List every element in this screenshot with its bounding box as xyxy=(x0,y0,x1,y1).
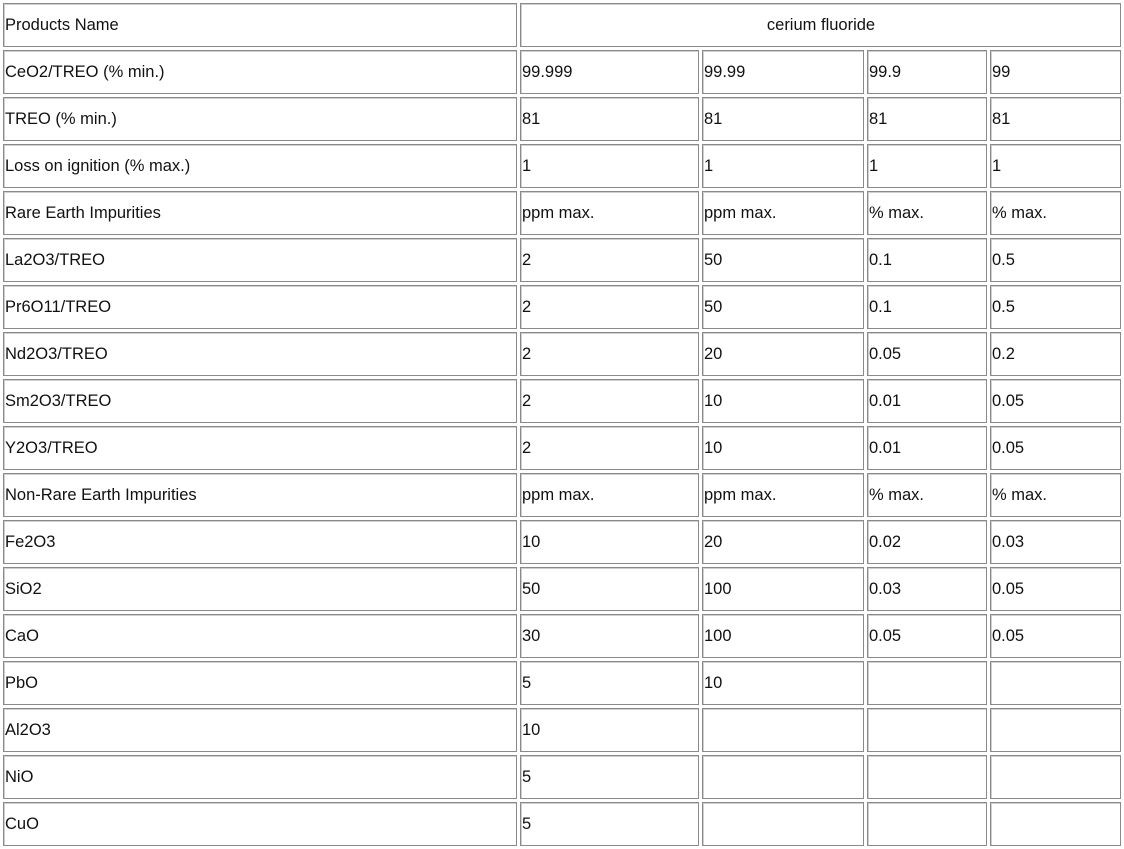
table-cell: % max. xyxy=(867,473,987,517)
table-cell: 0.5 xyxy=(990,238,1121,282)
table-cell: % max. xyxy=(990,191,1121,235)
table-cell xyxy=(702,708,864,752)
table-cell: 50 xyxy=(702,238,864,282)
header-row xyxy=(3,3,1121,47)
row-label: Pr6O11/TREO xyxy=(3,285,517,329)
table-cell xyxy=(867,708,987,752)
product-name: cerium fluoride xyxy=(520,3,1121,47)
spec-table-body xyxy=(3,3,1121,846)
table-cell: 10 xyxy=(702,661,864,705)
table-cell: 100 xyxy=(702,614,864,658)
table-cell: 0.5 xyxy=(990,285,1121,329)
row-label: Fe2O3 xyxy=(3,520,517,564)
row-label: Nd2O3/TREO xyxy=(3,332,517,376)
table-cell xyxy=(990,802,1121,846)
table-cell: ppm max. xyxy=(520,473,699,517)
table-cell: 2 xyxy=(520,426,699,470)
table-cell: 50 xyxy=(702,285,864,329)
table-cell: 0.01 xyxy=(867,379,987,423)
table-cell: 20 xyxy=(702,520,864,564)
table-row xyxy=(3,567,1121,611)
table-cell: ppm max. xyxy=(520,191,699,235)
table-cell: 81 xyxy=(520,97,699,141)
table-cell: 0.05 xyxy=(990,426,1121,470)
table-cell: 99.99 xyxy=(702,50,864,94)
table-row xyxy=(3,97,1121,141)
table-cell: ppm max. xyxy=(702,473,864,517)
table-cell: 10 xyxy=(520,520,699,564)
row-label: NiO xyxy=(3,755,517,799)
table-cell xyxy=(867,755,987,799)
table-cell: 5 xyxy=(520,661,699,705)
table-cell: 0.2 xyxy=(990,332,1121,376)
table-cell: 99.999 xyxy=(520,50,699,94)
table-cell: ppm max. xyxy=(702,191,864,235)
row-label: TREO (% min.) xyxy=(3,97,517,141)
table-cell: 1 xyxy=(990,144,1121,188)
table-cell: 50 xyxy=(520,567,699,611)
table-cell: 2 xyxy=(520,332,699,376)
table-cell: 0.05 xyxy=(990,614,1121,658)
row-label: Sm2O3/TREO xyxy=(3,379,517,423)
table-cell: 0.1 xyxy=(867,285,987,329)
row-label: Loss on ignition (% max.) xyxy=(3,144,517,188)
table-row xyxy=(3,191,1121,235)
table-cell: 99.9 xyxy=(867,50,987,94)
table-row xyxy=(3,755,1121,799)
table-row xyxy=(3,50,1121,94)
table-cell: 2 xyxy=(520,238,699,282)
table-cell: 0.05 xyxy=(990,567,1121,611)
table-cell: 0.1 xyxy=(867,238,987,282)
table-cell: 0.03 xyxy=(867,567,987,611)
row-label: CuO xyxy=(3,802,517,846)
table-cell: 5 xyxy=(520,755,699,799)
row-label: Rare Earth Impurities xyxy=(3,191,517,235)
row-label: Non-Rare Earth Impurities xyxy=(3,473,517,517)
table-cell xyxy=(867,802,987,846)
table-cell xyxy=(867,661,987,705)
row-label: CeO2/TREO (% min.) xyxy=(3,50,517,94)
table-cell: 2 xyxy=(520,379,699,423)
products-name-label: Products Name xyxy=(3,3,517,47)
table-cell: 10 xyxy=(702,426,864,470)
table-cell: 81 xyxy=(867,97,987,141)
row-label: PbO xyxy=(3,661,517,705)
row-label: La2O3/TREO xyxy=(3,238,517,282)
table-cell: 10 xyxy=(702,379,864,423)
table-cell xyxy=(990,755,1121,799)
table-cell: 0.05 xyxy=(990,379,1121,423)
table-cell xyxy=(702,802,864,846)
table-cell xyxy=(990,708,1121,752)
table-row xyxy=(3,144,1121,188)
table-row xyxy=(3,473,1121,517)
table-row xyxy=(3,332,1121,376)
table-cell: 81 xyxy=(990,97,1121,141)
table-cell: 1 xyxy=(520,144,699,188)
table-row xyxy=(3,379,1121,423)
table-row xyxy=(3,426,1121,470)
table-cell: 99 xyxy=(990,50,1121,94)
table-cell xyxy=(702,755,864,799)
table-cell: 10 xyxy=(520,708,699,752)
row-label: CaO xyxy=(3,614,517,658)
table-row xyxy=(3,802,1121,846)
table-cell xyxy=(990,661,1121,705)
table-cell: 0.03 xyxy=(990,520,1121,564)
table-cell: 30 xyxy=(520,614,699,658)
table-cell: 1 xyxy=(702,144,864,188)
table-cell: 20 xyxy=(702,332,864,376)
table-cell: 81 xyxy=(702,97,864,141)
table-cell: 0.02 xyxy=(867,520,987,564)
table-cell: % max. xyxy=(990,473,1121,517)
table-cell: 2 xyxy=(520,285,699,329)
table-cell: 5 xyxy=(520,802,699,846)
table-row xyxy=(3,285,1121,329)
table-cell: 0.05 xyxy=(867,614,987,658)
table-cell: 1 xyxy=(867,144,987,188)
table-cell: 0.05 xyxy=(867,332,987,376)
table-cell: 0.01 xyxy=(867,426,987,470)
table-row xyxy=(3,708,1121,752)
table-row xyxy=(3,661,1121,705)
table-cell: % max. xyxy=(867,191,987,235)
row-label: SiO2 xyxy=(3,567,517,611)
table-cell: 100 xyxy=(702,567,864,611)
table-row xyxy=(3,520,1121,564)
row-label: Al2O3 xyxy=(3,708,517,752)
row-label: Y2O3/TREO xyxy=(3,426,517,470)
table-row xyxy=(3,614,1121,658)
table-row xyxy=(3,238,1121,282)
